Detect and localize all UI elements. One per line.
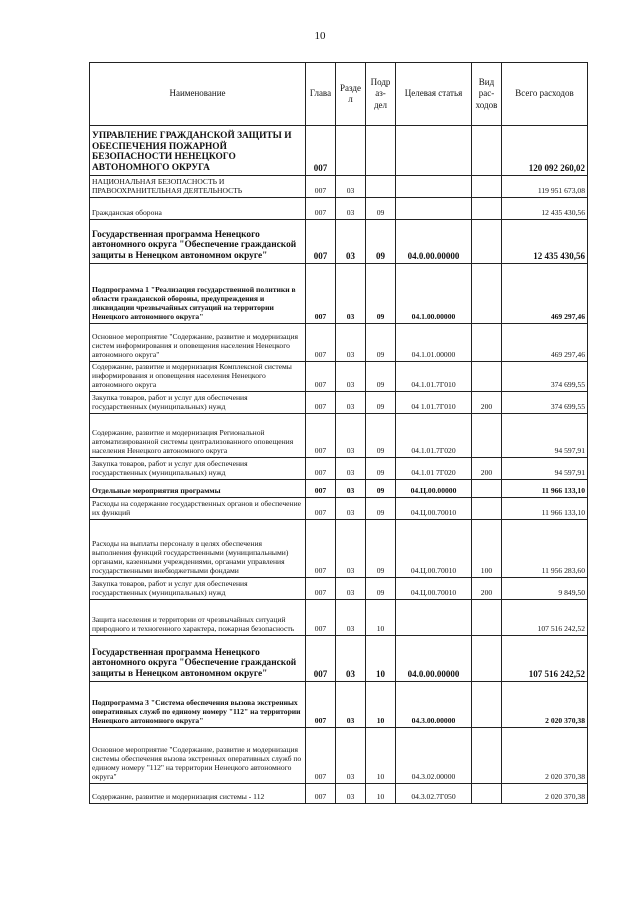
row-type	[472, 264, 502, 324]
row-type	[472, 324, 502, 362]
row-chapter: 007	[306, 600, 336, 636]
row-type	[472, 220, 502, 264]
row-subsection: 10	[366, 682, 396, 728]
row-subsection: 10	[366, 728, 396, 784]
header-section: Разде л	[336, 63, 366, 126]
row-type	[472, 176, 502, 198]
row-name: Отдельные мероприятия программы	[90, 480, 306, 498]
table-row	[90, 636, 588, 682]
row-chapter: 007	[306, 578, 336, 600]
row-name: УПРАВЛЕНИЕ ГРАЖДАНСКОЙ ЗАЩИТЫ И ОБЕСПЕЧЕНИЯ ПОЖАРНОЙ БЕЗОПАСНОСТИ НЕНЕЦКОГО АВТОНОМНОГО ОКРУГА	[90, 126, 306, 176]
row-chapter: 007	[306, 324, 336, 362]
row-section: 03	[336, 728, 366, 784]
table-row	[90, 324, 588, 362]
row-name: Содержание, развитие и модернизация Региональной автоматизированной системы централизованного оповещения населения Ненецкого автономного округа	[90, 414, 306, 458]
row-type	[472, 362, 502, 392]
table-row	[90, 480, 588, 498]
row-name: Подпрограмма 1 "Реализация государственной политики в области гражданской обороны, предупреждения и ликвидации чрезвычайных ситуаций на территории Ненецкого автономного округа"	[90, 264, 306, 324]
row-section: 03	[336, 636, 366, 682]
table-row	[90, 264, 588, 324]
row-target	[396, 198, 472, 220]
row-target: 04.1.01.7Г020	[396, 414, 472, 458]
row-section: 03	[336, 520, 366, 578]
row-amount: 107 516 242,52	[502, 636, 588, 682]
row-target: 04.3.02.00000	[396, 728, 472, 784]
row-name: Подпрограмма 3 "Система обеспечения вызова экстренных оперативных служб по единому номеру "112" на территории Ненецкого автономного округа"	[90, 682, 306, 728]
row-target: 04.Ц.00.70010	[396, 578, 472, 600]
row-amount: 469 297,46	[502, 324, 588, 362]
row-name: Защита населения и территории от чрезвычайных ситуаций природного и техногенного характера, пожарная безопасность	[90, 600, 306, 636]
row-chapter: 007	[306, 682, 336, 728]
table-row	[90, 600, 588, 636]
row-chapter: 007	[306, 520, 336, 578]
row-chapter: 007	[306, 362, 336, 392]
row-name: Расходы на выплаты персоналу в целях обеспечения выполнения функций государственными (муниципальными) органами, казенными учреждениями, органами управления государственными внебюджетными фондами	[90, 520, 306, 578]
table-row	[90, 414, 588, 458]
row-name: НАЦИОНАЛЬНАЯ БЕЗОПАСНОСТЬ И ПРАВООХРАНИТЕЛЬНАЯ ДЕЯТЕЛЬНОСТЬ	[90, 176, 306, 198]
row-subsection: 09	[366, 480, 396, 498]
row-amount: 2 020 370,38	[502, 784, 588, 804]
row-target	[396, 126, 472, 176]
row-chapter: 007	[306, 126, 336, 176]
row-type: 200	[472, 458, 502, 480]
row-chapter: 007	[306, 392, 336, 414]
table-row	[90, 176, 588, 198]
budget-table	[89, 62, 588, 804]
row-amount: 374 699,55	[502, 392, 588, 414]
row-section: 03	[336, 600, 366, 636]
row-section: 03	[336, 264, 366, 324]
table-row	[90, 578, 588, 600]
row-chapter: 007	[306, 414, 336, 458]
row-chapter: 007	[306, 458, 336, 480]
row-section: 03	[336, 498, 366, 520]
table-row	[90, 362, 588, 392]
row-name: Государственная программа Ненецкого автономного округа "Обеспечение гражданской защиты в Ненецком автономном округе"	[90, 220, 306, 264]
row-subsection: 09	[366, 220, 396, 264]
row-subsection: 09	[366, 392, 396, 414]
row-amount: 11 966 133,10	[502, 498, 588, 520]
row-amount: 94 597,91	[502, 414, 588, 458]
row-subsection: 09	[366, 362, 396, 392]
row-chapter: 007	[306, 636, 336, 682]
table-row	[90, 520, 588, 578]
row-section: 03	[336, 392, 366, 414]
row-amount: 119 951 673,08	[502, 176, 588, 198]
row-section: 03	[336, 784, 366, 804]
row-subsection: 09	[366, 458, 396, 480]
row-section: 03	[336, 458, 366, 480]
row-subsection: 09	[366, 324, 396, 362]
row-target: 04.Ц.00.70010	[396, 520, 472, 578]
row-subsection: 10	[366, 784, 396, 804]
row-chapter: 007	[306, 784, 336, 804]
row-type	[472, 414, 502, 458]
row-amount: 9 849,50	[502, 578, 588, 600]
row-amount: 11 956 283,60	[502, 520, 588, 578]
row-section: 03	[336, 324, 366, 362]
table-row	[90, 392, 588, 414]
row-name: Закупка товаров, работ и услуг для обеспечения государственных (муниципальных) нужд	[90, 392, 306, 414]
row-type: 200	[472, 578, 502, 600]
row-subsection: 10	[366, 600, 396, 636]
row-subsection	[366, 126, 396, 176]
row-amount: 120 092 260,02	[502, 126, 588, 176]
row-target: 04.1.00.00000	[396, 264, 472, 324]
page-number: 10	[314, 30, 326, 42]
row-name: Закупка товаров, работ и услуг для обеспечения государственных (муниципальных) нужд	[90, 458, 306, 480]
row-amount: 374 699,55	[502, 362, 588, 392]
row-chapter: 007	[306, 728, 336, 784]
row-name: Государственная программа Ненецкого автономного округа "Обеспечение гражданской защиты в Ненецком автономном округе"	[90, 636, 306, 682]
header-total: Всего расходов	[502, 63, 588, 126]
row-section: 03	[336, 578, 366, 600]
row-type	[472, 126, 502, 176]
row-name: Содержание, развитие и модернизация Комплексной системы информирования и оповещения населения Ненецкого автономного округа	[90, 362, 306, 392]
row-amount: 2 020 370,38	[502, 682, 588, 728]
row-type	[472, 728, 502, 784]
row-target: 04.3.00.00000	[396, 682, 472, 728]
row-type	[472, 784, 502, 804]
row-target: 04.0.00.00000	[396, 636, 472, 682]
row-section: 03	[336, 176, 366, 198]
row-section	[336, 126, 366, 176]
row-section: 03	[336, 480, 366, 498]
row-subsection	[366, 176, 396, 198]
table-row	[90, 682, 588, 728]
row-chapter: 007	[306, 264, 336, 324]
header-name: Наименование	[90, 63, 306, 126]
row-section: 03	[336, 198, 366, 220]
row-target	[396, 176, 472, 198]
row-type	[472, 498, 502, 520]
row-type	[472, 636, 502, 682]
row-type	[472, 600, 502, 636]
row-amount: 11 966 133,10	[502, 480, 588, 498]
header-type: Вид рас- ходов	[472, 63, 502, 126]
row-section: 03	[336, 362, 366, 392]
row-chapter: 007	[306, 198, 336, 220]
row-chapter: 007	[306, 176, 336, 198]
row-name: Расходы на содержание государственных органов и обеспечение их функций	[90, 498, 306, 520]
row-amount: 12 435 430,56	[502, 220, 588, 264]
row-section: 03	[336, 682, 366, 728]
row-name: Основное мероприятие "Содержание, развитие и модернизация системы обеспечения вызова экстренных оперативных служб по единому номеру "112" на территории Ненецкого автономного округа"	[90, 728, 306, 784]
row-amount: 469 297,46	[502, 264, 588, 324]
table-row	[90, 784, 588, 804]
row-type	[472, 480, 502, 498]
row-subsection: 09	[366, 414, 396, 458]
row-target: 04.Ц.00.70010	[396, 498, 472, 520]
row-type: 100	[472, 520, 502, 578]
table-row	[90, 220, 588, 264]
row-name: Закупка товаров, работ и услуг для обеспечения государственных (муниципальных) нужд	[90, 578, 306, 600]
row-target: 04.Ц.00.00000	[396, 480, 472, 498]
row-target	[396, 600, 472, 636]
row-target: 04.3.02.7Г050	[396, 784, 472, 804]
row-type: 200	[472, 392, 502, 414]
row-subsection: 09	[366, 264, 396, 324]
header-subsection: Подр аз- дел	[366, 63, 396, 126]
row-target: 04.1.01.00000	[396, 324, 472, 362]
table-row	[90, 728, 588, 784]
row-name: Содержание, развитие и модернизация системы - 112	[90, 784, 306, 804]
table-header-row	[90, 63, 588, 126]
header-target: Целевая статья	[396, 63, 472, 126]
row-target: 04 1.01.7Г010	[396, 392, 472, 414]
row-section: 03	[336, 414, 366, 458]
row-subsection: 09	[366, 520, 396, 578]
row-amount: 2 020 370,38	[502, 728, 588, 784]
row-subsection: 09	[366, 578, 396, 600]
row-amount: 94 597,91	[502, 458, 588, 480]
table-row	[90, 198, 588, 220]
row-subsection: 10	[366, 636, 396, 682]
row-subsection: 09	[366, 498, 396, 520]
row-type	[472, 682, 502, 728]
row-amount: 12 435 430,56	[502, 198, 588, 220]
table-row	[90, 498, 588, 520]
row-name: Основное мероприятие "Содержание, развитие и модернизация систем информирования и оповещения населения Ненецкого автономного округа"	[90, 324, 306, 362]
table-row	[90, 126, 588, 176]
row-target: 04.1.01.7Г010	[396, 362, 472, 392]
row-section: 03	[336, 220, 366, 264]
row-chapter: 007	[306, 480, 336, 498]
row-chapter: 007	[306, 220, 336, 264]
row-chapter: 007	[306, 498, 336, 520]
row-name: Гражданская оборона	[90, 198, 306, 220]
row-type	[472, 198, 502, 220]
header-chapter: Глава	[306, 63, 336, 126]
row-subsection: 09	[366, 198, 396, 220]
row-target: 04.0.00.00000	[396, 220, 472, 264]
table-row	[90, 458, 588, 480]
row-target: 04.1.01 7Г020	[396, 458, 472, 480]
row-amount: 107 516 242,52	[502, 600, 588, 636]
